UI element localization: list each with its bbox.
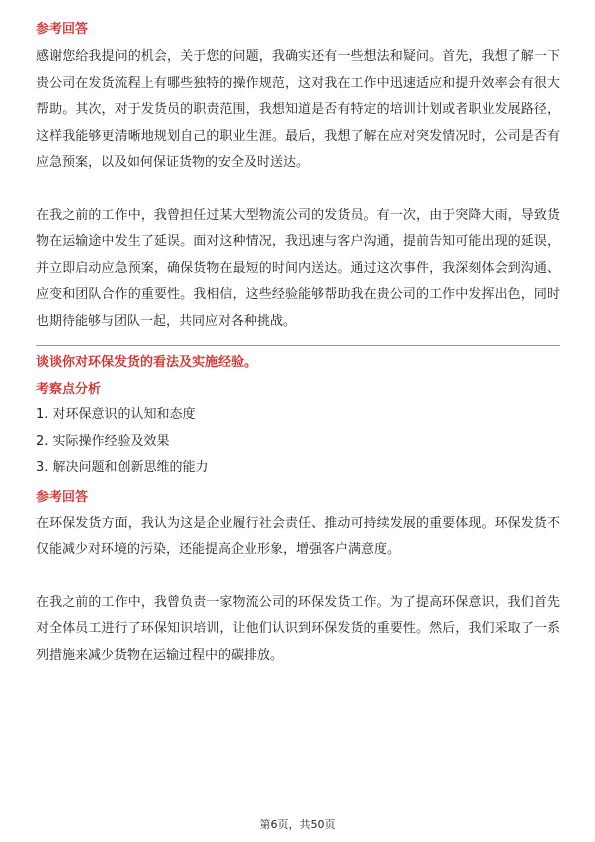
analysis-list: [36, 402, 560, 482]
section-divider: [36, 345, 560, 346]
analysis-heading: 考察点分析: [36, 382, 102, 397]
answer-paragraph: 在环保发货方面，我认为这是企业履行社会责任、推动可持续发展的重要体现。环保发货不仅能减少对环境的污染，还能提高企业形象，增强客户满意度。: [36, 515, 560, 557]
answer-heading: 参考回答: [36, 489, 89, 505]
answer-heading: 参考回答: [36, 22, 89, 37]
answer-paragraph: 感谢您给我提问的机会，关于您的问题，我确实还有一些想法和疑问。首先，我想了解一下贵公司在发货流程上有哪些独特的操作规范，这对我在工作中迅速适应和提升效率会有很大帮助。其次，对于发货员的职责范围，我想知道是否有特定的培训计划或者职业发展路径，这样我能够更清晰地规划自己的职业生涯。最后，我想了解在应对突发情况时，公司是否有应急预案，以及如何保证货物的安全及时送达。: [36, 49, 560, 170]
answer-paragraph: 在我之前的工作中，我曾担任过某大型物流公司的发货员。有一次，由于突降大雨，导致货物在运输途中发生了延误。面对这种情况，我迅速与客户沟通，提前告知可能出现的延误，并立即启动应急预案，确保货物在最短的时间内送达。通过这次事件，我深刻体会到沟通、应变和团队合作的重要性。我相信，这些经验能够帮助我在贵公司的工作中发挥出色，同时也期待能够与团队一起，共同应对各种挑战。: [36, 207, 560, 329]
list-item: 2. 实际操作经验及效果: [36, 433, 170, 449]
page-number: 第6页，共50页: [259, 818, 336, 831]
question-title: 谈谈你对环保发货的看法及实施经验。: [36, 355, 258, 370]
list-item: 3. 解决问题和创新思维的能力: [36, 460, 209, 475]
answer-paragraph: 在我之前的工作中，我曾负责一家物流公司的环保发货工作。为了提高环保意识，我们首先对全体员工进行了环保知识培训，让他们认识到环保发货的重要性。然后，我们采取了一系列措施来减少货物在运输过程中的碳排放。: [36, 594, 560, 663]
list-item: 1. 对环保意识的认知和态度: [36, 407, 196, 422]
document-page: [36, 20, 560, 669]
